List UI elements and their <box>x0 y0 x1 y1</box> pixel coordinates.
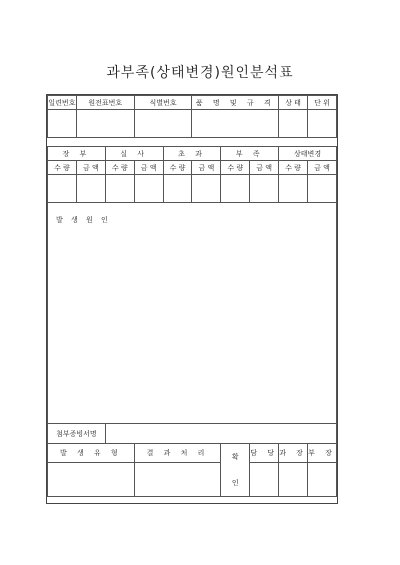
group-ledger: 장 부 <box>48 147 106 161</box>
analysis-form <box>46 94 338 504</box>
cause-label: 발 생 원 인 <box>56 216 111 224</box>
chief-label: 과 장 <box>279 444 308 463</box>
occurrence-type-label: 발 생 유 형 <box>48 444 135 463</box>
cause-area[interactable] <box>48 203 337 424</box>
header-item: 품 명 및 규 격 <box>192 96 279 110</box>
sub-qty: 수 량 <box>163 161 192 175</box>
cell-voucher[interactable] <box>76 110 134 138</box>
divider <box>48 138 337 147</box>
header-serial: 일련번호 <box>48 96 77 110</box>
value-cell[interactable] <box>250 175 279 203</box>
cell-serial[interactable] <box>48 110 77 138</box>
cell-id[interactable] <box>134 110 192 138</box>
head-label: 부 장 <box>308 444 337 463</box>
result-label: 결 과 처 리 <box>134 444 221 463</box>
group-shortage: 부 족 <box>221 147 279 161</box>
header-status: 상 태 <box>279 96 308 110</box>
occurrence-type-field[interactable] <box>48 463 135 497</box>
cell-unit[interactable] <box>308 110 337 138</box>
header-voucher: 원전표번호 <box>76 96 134 110</box>
confirm-label <box>221 444 250 497</box>
value-cell[interactable] <box>192 175 221 203</box>
confirm-top: 확 <box>231 453 239 461</box>
group-excess: 초 과 <box>163 147 221 161</box>
sub-amount: 금 액 <box>250 161 279 175</box>
sub-qty: 수 량 <box>279 161 308 175</box>
confirm-bottom: 인 <box>231 479 239 487</box>
value-cell[interactable] <box>308 175 337 203</box>
group-status-change: 상태변경 <box>279 147 337 161</box>
sub-qty: 수 량 <box>48 161 77 175</box>
sub-amount: 금 액 <box>76 161 105 175</box>
chief-sign[interactable] <box>279 463 308 497</box>
group-actual: 실 사 <box>105 147 163 161</box>
value-cell[interactable] <box>163 175 192 203</box>
value-cell[interactable] <box>105 175 134 203</box>
result-field[interactable] <box>134 463 221 497</box>
cell-item[interactable] <box>192 110 279 138</box>
value-cell[interactable] <box>134 175 163 203</box>
manager-label: 담 당 <box>250 444 279 463</box>
head-sign[interactable] <box>308 463 337 497</box>
sub-amount: 금 액 <box>308 161 337 175</box>
value-cell[interactable] <box>221 175 250 203</box>
sub-amount: 금 액 <box>192 161 221 175</box>
value-cell[interactable] <box>48 175 77 203</box>
cell-status[interactable] <box>279 110 308 138</box>
value-cell[interactable] <box>279 175 308 203</box>
attach-label: 첨부증빙서명 <box>48 424 106 444</box>
form-title: 과부족(상태변경)원인분석표 <box>106 65 294 81</box>
manager-sign[interactable] <box>250 463 279 497</box>
header-id: 식별번호 <box>134 96 192 110</box>
attach-field[interactable] <box>105 424 336 444</box>
form-table <box>47 95 337 497</box>
header-unit: 단 위 <box>308 96 337 110</box>
value-cell[interactable] <box>76 175 105 203</box>
sub-qty: 수 량 <box>105 161 134 175</box>
sub-qty: 수 량 <box>221 161 250 175</box>
sub-amount: 금 액 <box>134 161 163 175</box>
